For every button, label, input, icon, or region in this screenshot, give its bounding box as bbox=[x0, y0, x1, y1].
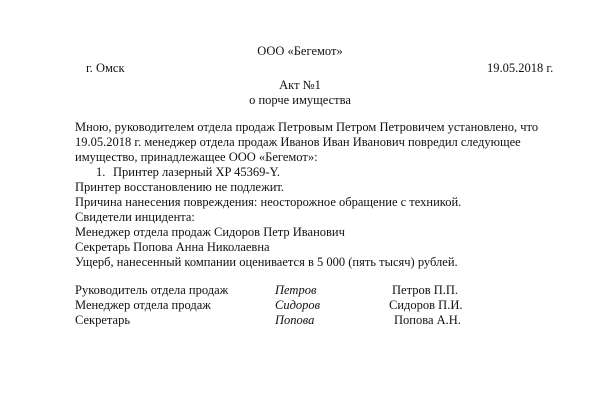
witnesses-heading: Свидетели инцидента: bbox=[75, 210, 195, 224]
act-title: Акт №1 bbox=[279, 78, 321, 92]
body-paragraph-line: имущество, принадлежащее ООО «Бегемот»: bbox=[75, 150, 318, 164]
signature-name: Петров П.П. bbox=[392, 283, 459, 297]
body-line: Принтер восстановлению не подлежит. bbox=[75, 180, 285, 194]
damage-line: Ущерб, нанесенный компании оценивается в 5 000 (пять тысяч) рублей. bbox=[75, 255, 458, 269]
list-item-text: Принтер лазерный XP 45369-Y. bbox=[113, 165, 281, 179]
signature-name: Попова А.Н. bbox=[394, 313, 461, 327]
signature-position: Секретарь bbox=[75, 313, 131, 327]
body-paragraph-line: Мною, руководителем отдела продаж Петровым Петром Петровичем установлено, что bbox=[75, 120, 539, 134]
city-label: г. Омск bbox=[86, 61, 125, 75]
date-label: 19.05.2018 г. bbox=[487, 61, 554, 75]
witness-line: Секретарь Попова Анна Николаевна bbox=[75, 240, 270, 254]
witness-line: Менеджер отдела продаж Сидоров Петр Иванович bbox=[75, 225, 345, 239]
signature-mark: Попова bbox=[275, 313, 315, 327]
body-paragraph-line: 19.05.2018 г. менеджер отдела продаж Иванов Иван Иванович повредил следующее bbox=[75, 135, 521, 149]
signature-name: Сидоров П.И. bbox=[389, 298, 463, 312]
signature-position: Руководитель отдела продаж bbox=[75, 283, 229, 297]
signature-position: Менеджер отдела продаж bbox=[75, 298, 211, 312]
signature-mark: Сидоров bbox=[275, 298, 321, 312]
company-header: ООО «Бегемот» bbox=[257, 44, 343, 58]
signature-mark: Петров bbox=[275, 283, 317, 297]
act-subtitle: о порче имущества bbox=[249, 93, 351, 107]
body-line: Причина нанесения повреждения: неосторожное обращение с техникой. bbox=[75, 195, 462, 209]
list-item-number: 1. bbox=[96, 165, 106, 179]
